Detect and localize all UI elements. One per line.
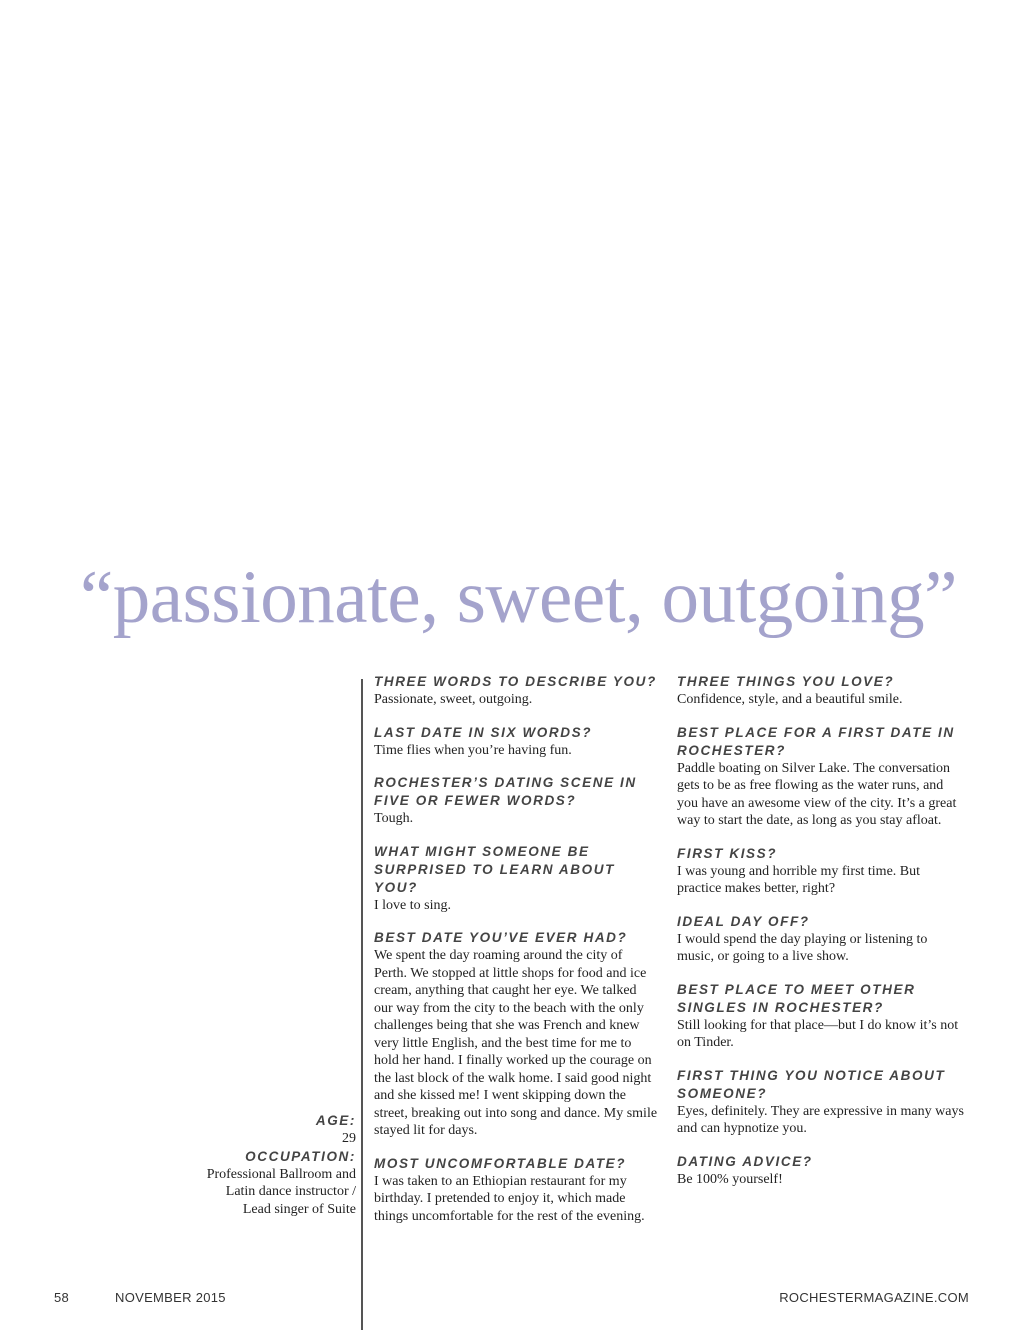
qa-item	[374, 673, 658, 709]
qa-item	[374, 774, 658, 828]
answer: I love to sing.	[374, 897, 451, 913]
qa-item	[374, 843, 658, 915]
answer: I was young and horrible my first time. But practice makes better, right?	[677, 863, 921, 896]
profile-box	[156, 1112, 356, 1218]
question: LAST DATE IN SIX WORDS?	[374, 724, 593, 740]
question: BEST DATE YOU’VE EVER HAD?	[374, 930, 628, 945]
qa-column-right	[677, 673, 967, 1203]
occupation-label: OCCUPATION:	[245, 1148, 356, 1164]
age-label: AGE:	[315, 1113, 356, 1128]
qa-item	[677, 1153, 967, 1189]
occupation-line: Latin dance instructor /	[225, 1184, 356, 1199]
qa-item	[374, 1155, 658, 1226]
qa-item	[677, 673, 967, 709]
website-link[interactable]: ROCHESTERMAGAZINE.COM	[779, 1290, 969, 1305]
question: IDEAL DAY OFF?	[677, 913, 810, 929]
question: FIRST THING YOU NOTICE ABOUT SOMEONE?	[677, 1067, 946, 1101]
qa-item	[374, 929, 658, 1140]
column-divider	[361, 679, 363, 1330]
question: MOST UNCOMFORTABLE DATE?	[374, 1155, 627, 1171]
occupation-line: Lead singer of Suite	[242, 1201, 356, 1217]
question: BEST PLACE TO MEET OTHER SINGLES IN ROCHESTER?	[677, 981, 916, 1015]
answer: Confidence, style, and a beautiful smile.	[677, 692, 903, 707]
age-value: 29	[342, 1131, 356, 1146]
qa-item	[677, 724, 967, 830]
qa-item	[374, 724, 658, 760]
answer: Passionate, sweet, outgoing.	[374, 692, 533, 707]
issue-date: NOVEMBER 2015	[115, 1290, 226, 1305]
occupation-line: Professional Ballroom and	[206, 1166, 356, 1182]
question: FIRST KISS?	[677, 845, 778, 861]
qa-item	[677, 845, 967, 898]
answer: We spent the day roaming around the city of Perth. We stopped at little shops for food and ice cream, anything that caught her eye. We talked our way from the city to the beach with the only challenges being that she was French and knew very little English, and the best time for me to hold her hand. I finally worked up the courage on the last block of the walk home. I said good night and she kissed me! I went skipping down the street, breaking out into song and dance. My smile stayed lit for days.	[374, 948, 658, 1138]
answer: I was taken to an Ethiopian restaurant for my birthday. I pretended to enjoy it, which made things uncomfortable for the rest of the evening.	[374, 1173, 645, 1224]
question: WHAT MIGHT SOMEONE BE SURPRISED TO LEARN ABOUT YOU?	[374, 843, 615, 895]
question: DATING ADVICE?	[677, 1153, 813, 1169]
answer: Tough.	[374, 811, 414, 826]
qa-item	[677, 913, 967, 966]
question: BEST PLACE FOR A FIRST DATE IN ROCHESTER?	[677, 724, 955, 758]
question: THREE THINGS YOU LOVE?	[677, 674, 895, 689]
qa-column-middle	[374, 673, 658, 1240]
pull-quote: “passionate, sweet, outgoing”	[80, 556, 957, 639]
question: THREE WORDS TO DESCRIBE YOU?	[374, 674, 657, 689]
answer: Paddle boating on Silver Lake. The conversation gets to be as free flowing as the water runs, and you have an awesome view of the city. It’s a great way to start the date, as long as you stay afloat.	[677, 760, 957, 828]
answer: Eyes, definitely. They are expressive in many ways and can hypnotize you.	[677, 1103, 964, 1136]
answer: Be 100% yourself!	[677, 1171, 783, 1187]
answer: I would spend the day playing or listening to music, or going to a live show.	[677, 931, 928, 964]
qa-item	[677, 981, 967, 1052]
question: ROCHESTER’S DATING SCENE IN FIVE OR FEWER WORDS?	[374, 775, 637, 808]
qa-item	[677, 1067, 967, 1138]
page-number: 58	[54, 1290, 70, 1305]
answer: Still looking for that place—but I do know it’s not on Tinder.	[677, 1017, 959, 1050]
answer: Time flies when you’re having fun.	[374, 742, 572, 758]
